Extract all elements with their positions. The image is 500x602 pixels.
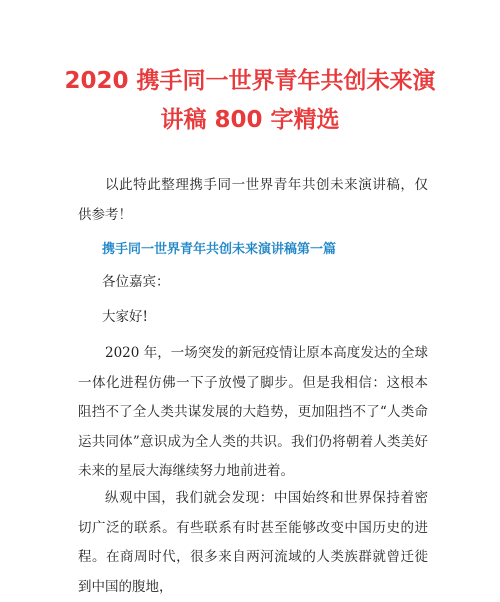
body-paragraph-2: 纵观中国，我们就会发现：中国始终和世界保持着密切广泛的联系。有些联系有时甚至能够改变中国历史的进程。在商周时代，很多来自两河流域的人类族群就曾迁徙到中国的腹地，: [78, 490, 428, 595]
body-paragraph-1: 2020 年，一场突发的新冠疫情让原本高度发达的全球一体化进程仿佛一下子放慢了脚步。但是我相信：这根本阻挡不了全人类共谋发展的大趋势，更加阻挡不了“人类命运共同体”意识成为全人类的共识。我们仍将朝着人类美好未来的星辰大海继续努力地前进着。: [78, 345, 428, 479]
section-heading: 携手同一世界青年共创未来演讲稿第一篇: [102, 242, 337, 257]
intro-paragraph: 以此特此整理携手同一世界青年共创未来演讲稿，仅供参考！: [78, 177, 428, 223]
salutation-everyone: 大家好!: [102, 309, 148, 325]
document-title-line-2: 讲稿 800 字精选: [160, 107, 340, 133]
salutation-guests: 各位嘉宾：: [102, 274, 170, 290]
document-title-line-1: 2020 携手同一世界青年共创未来演: [64, 68, 436, 94]
